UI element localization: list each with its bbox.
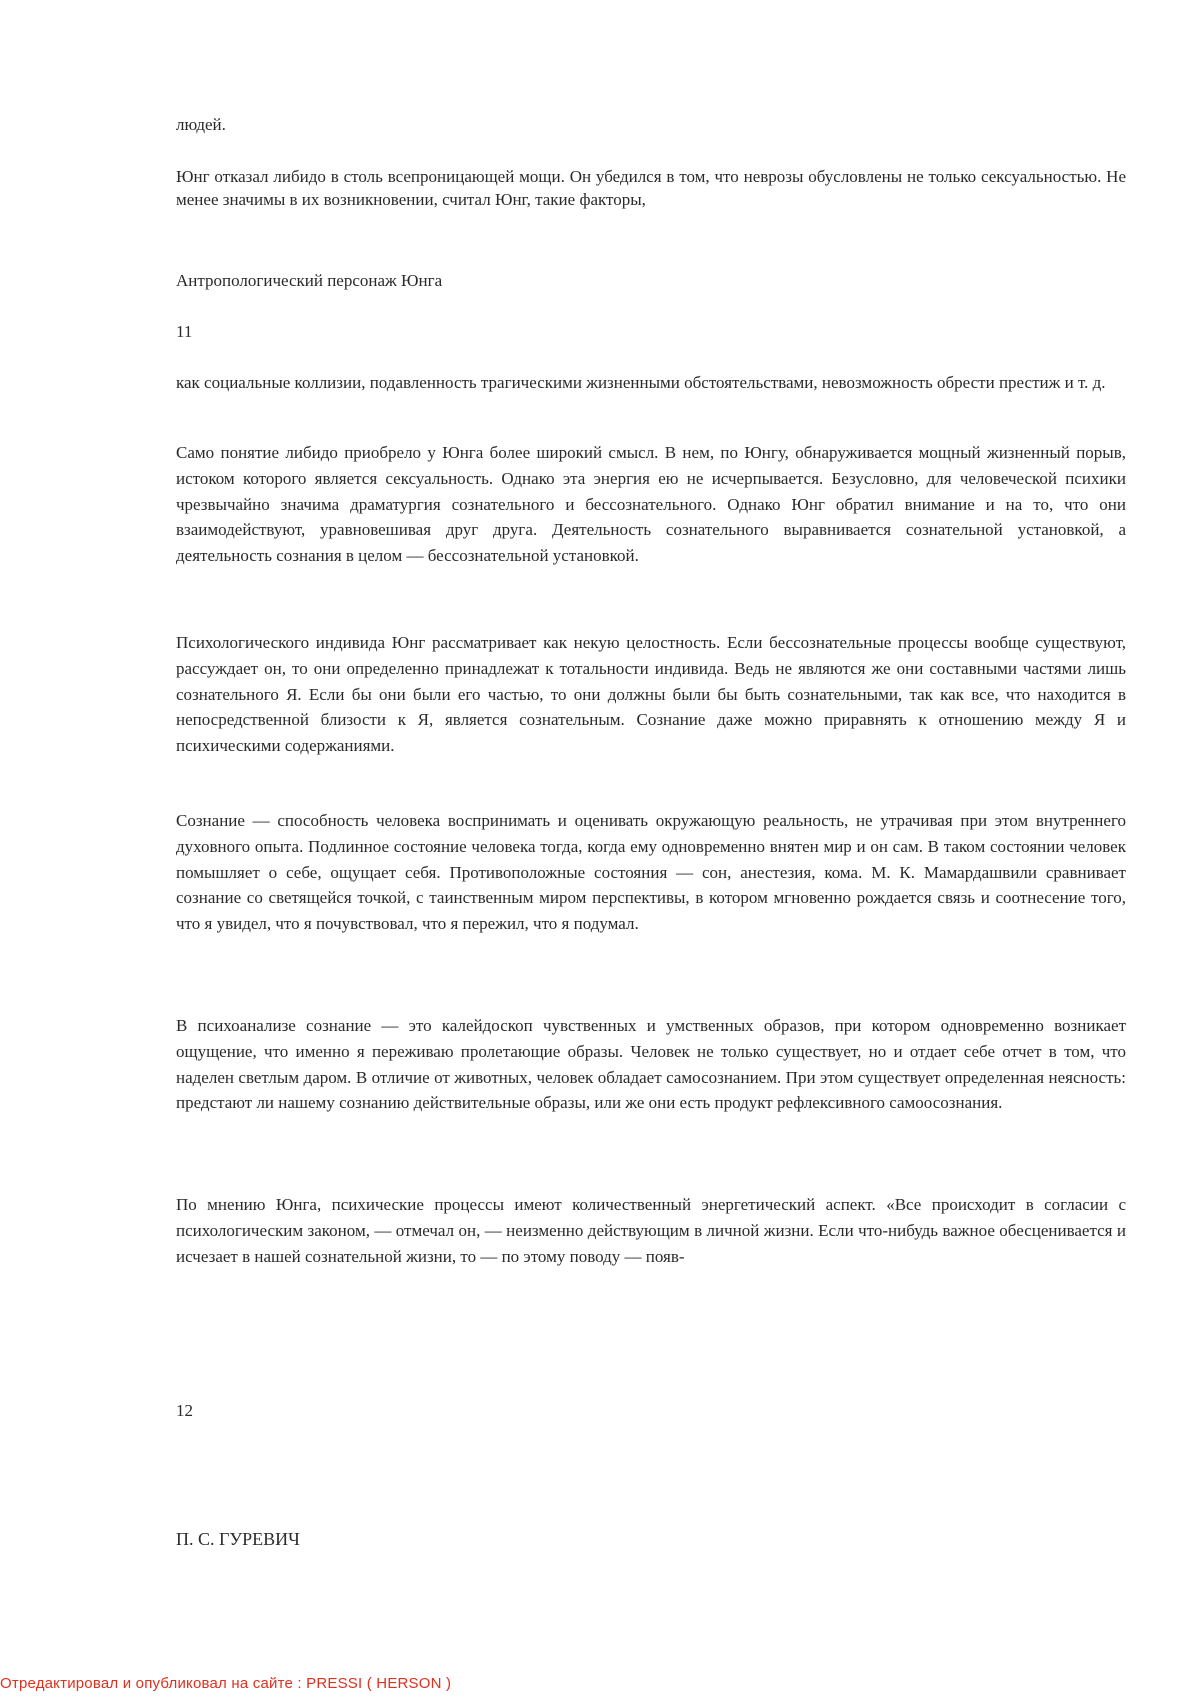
paragraph: По мнению Юнга, психические процессы имеют количественный энергетический аспект. «Все происходит в согласии с психологическим законом, — отмечал он, — неизменно действующим в личной жизни. Если что-нибудь важное обесценивается и исчезает в нашей сознательной жизни, то — по этому поводу — появ-	[176, 1195, 1126, 1266]
running-header: Антропологический персонаж Юнга	[176, 271, 443, 290]
author-header: П. С. ГУРЕВИЧ	[176, 1529, 300, 1549]
publisher-credit: Отредактировал и опубликовал на сайте : PRESSI ( HERSON )	[0, 1675, 452, 1692]
paragraph: Психологического индивида Юнг рассматривает как некую целостность. Если бессознательные процессы вообще существуют, рассуждает он, то они определенно принадлежат к тотальности индивида. Ведь не являются же они составными частями лишь сознательного Я. Если бы они были его частью, то они должны были бы быть сознательными, так как все, что находится в непосредственной близости к Я, является сознательным. Сознание даже можно приравнять к отношению между Я и психическими содержаниями.	[176, 633, 1126, 756]
paragraph-fragment: людей.	[176, 115, 226, 134]
paragraph: как социальные коллизии, подавленность трагическими жизненными обстоятельствами, невозможность обрести престиж и т. д.	[176, 373, 1106, 392]
paragraph: Юнг отказал либидо в столь всепроницающей мощи. Он убедился в том, что неврозы обусловлены не только сексуальностью. Не менее значимы в их возникновении, считал Юнг, такие факторы,	[176, 167, 1126, 209]
paragraph: В психоанализе сознание — это калейдоскоп чувственных и умственных образов, при котором одновременно возникает ощущение, что именно я переживаю пролетающие образы. Человек не только существует, но и отдает себе отчет в том, что наделен светлым даром. В отличие от животных, человек обладает самосознанием. При этом существует определенная неясность: предстают ли нашему сознанию действительные образы, или же они есть продукт рефлексивного самоосознания.	[176, 1016, 1126, 1113]
paragraph: Само понятие либидо приобрело у Юнга более широкий смысл. В нем, по Юнгу, обнаруживается мощный жизненный порыв, истоком которого является сексуальность. Однако эта энергия ею не исчерпывается. Безусловно, для человеческой психики чрезвычайно значима драматургия сознательного и бессознательного. Однако Юнг обратил внимание и на то, что они взаимодействуют, уравновешивая друг друга. Деятельность сознательного выравнивается сознательной установкой, а деятельность сознания в целом — бессознательной установкой.	[176, 443, 1126, 566]
page-number: 11	[176, 322, 193, 341]
page-number: 12	[176, 1401, 193, 1420]
paragraph: Сознание — способность человека воспринимать и оценивать окружающую реальность, не утрачивая при этом внутреннего духовного опыта. Подлинное состояние человека тогда, когда ему одновременно внятен мир и он сам. В таком состоянии человек помышляет о себе, ощущает себя. Противоположные состояния — сон, анестезия, кома. М. К. Мамардашвили сравнивает сознание со светящейся точкой, с таинственным миром перспективы, в котором мгновенно рождается связь и соотнесение того, что я увидел, что я почувствовал, что я пережил, что я подумал.	[176, 811, 1126, 934]
